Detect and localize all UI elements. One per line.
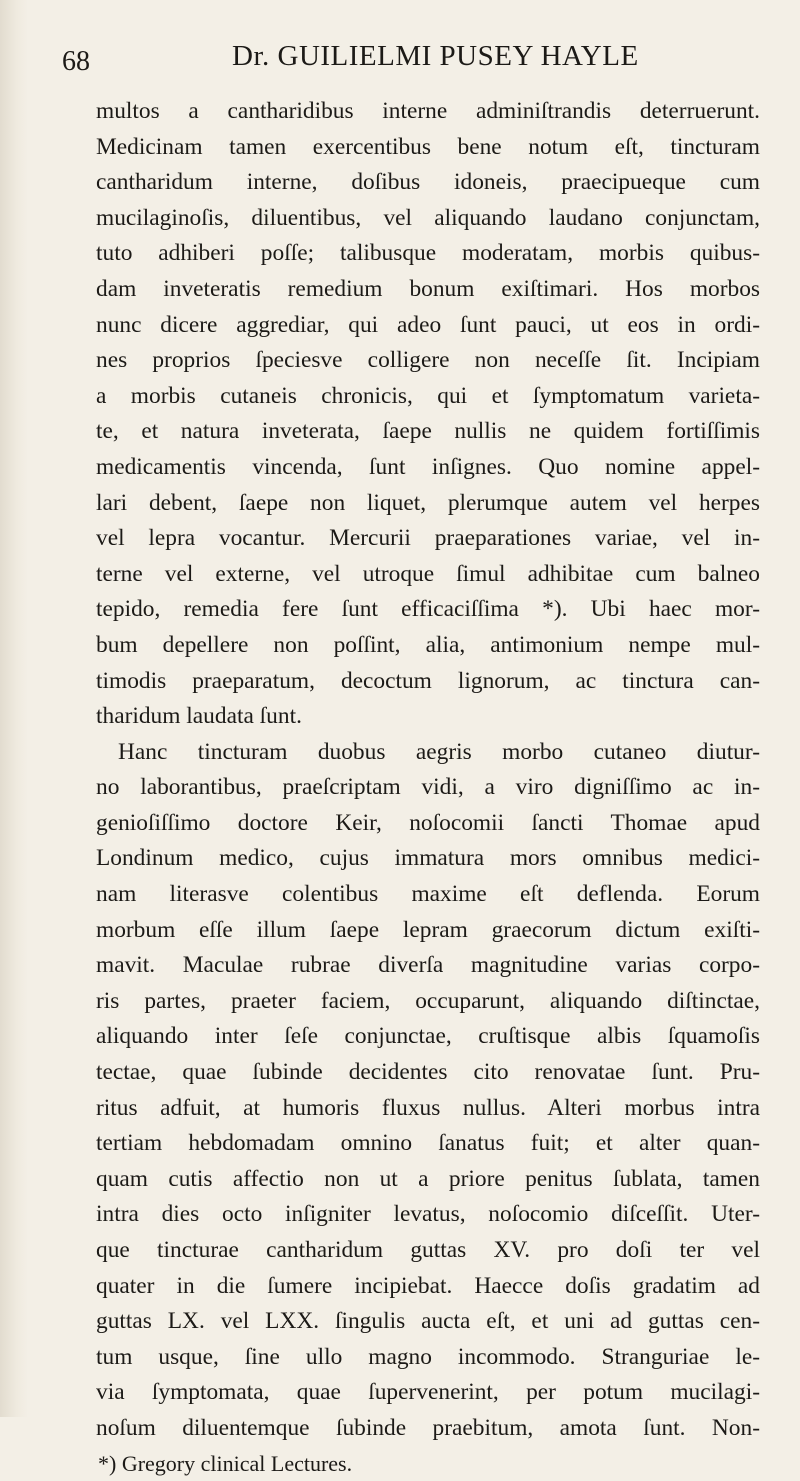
text-line: noſum diluentemque ſubinde praebitum, amota ſunt. Non- bbox=[96, 1414, 760, 1441]
text-line: a morbis cutaneis chronicis, qui et ſymptomatum varieta- bbox=[96, 382, 760, 409]
page-header bbox=[62, 40, 730, 80]
text-line: cantharidum interne, doſibus idoneis, praecipueque cum bbox=[96, 169, 760, 196]
text-line: Londinum medico, cujus immatura mors omnibus medici- bbox=[96, 845, 760, 872]
text-line: nam literasve colentibus maxime eſt deflenda. Eorum bbox=[96, 881, 760, 908]
text-line: medicamentis vincenda, ſunt inſignes. Quo nomine appel- bbox=[96, 453, 760, 480]
text-line: terne vel externe, vel utroque ſimul adhibitae cum balneo bbox=[96, 560, 760, 587]
text-line: tepido, remedia fere ſunt efficaciſſima *). Ubi haec mor- bbox=[96, 596, 760, 623]
text-line: tuto adhiberi poſſe; talibusque moderatam, morbis quibus- bbox=[96, 240, 760, 267]
text-line: nes proprios ſpeciesve colligere non neceſſe ſit. Incipiam bbox=[96, 347, 760, 374]
text-line: mucilaginoſis, diluentibus, vel aliquando laudano conjunctam, bbox=[96, 204, 760, 231]
text-line: lari debent, ſaepe non liquet, plerumque autem vel herpes bbox=[96, 489, 760, 516]
text-line: Medicinam tamen exercentibus bene notum eſt, tincturam bbox=[96, 133, 760, 160]
text-line: aliquando inter ſeſe conjunctae, cruſtisque albis ſquamoſis bbox=[96, 1023, 760, 1050]
text-line: via ſymptomata, quae ſupervenerint, per potum mucilagi- bbox=[96, 1379, 760, 1406]
text-line: bum depellere non poſſint, alia, antimonium nempe mul- bbox=[96, 631, 760, 658]
text-lines bbox=[96, 94, 760, 1447]
text-line: quam cutis affectio non ut a priore penitus ſublata, tamen bbox=[96, 1165, 760, 1192]
body-text bbox=[96, 94, 760, 1481]
text-line: vel lepra vocantur. Mercurii praeparationes variae, vel in- bbox=[96, 525, 760, 552]
text-line: tum usque, ſine ullo magno incommodo. Stranguriae le- bbox=[96, 1343, 760, 1370]
text-line: tectae, quae ſubinde decidentes cito renovatae ſunt. Pru- bbox=[96, 1059, 760, 1086]
text-line: nunc dicere aggrediar, qui adeo ſunt pauci, ut eos in ordi- bbox=[96, 311, 760, 338]
footnote: *) Gregory clinical Lectures. bbox=[98, 1450, 353, 1476]
text-line: dam inveteratis remedium bonum exiſtimari. Hos morbos bbox=[96, 275, 760, 302]
text-line: tertiam hebdomadam omnino ſanatus fuit; et alter quan- bbox=[96, 1130, 760, 1157]
text-line: intra dies octo inſigniter levatus, noſocomio diſceſſit. Uter- bbox=[96, 1201, 760, 1228]
text-line: tharidum laudata ſunt. bbox=[96, 703, 302, 730]
text-line: te, et natura inveterata, ſaepe nullis ne quidem fortiſſimis bbox=[96, 418, 760, 445]
text-line: ritus adfuit, at humoris fluxus nullus. Alteri morbus intra bbox=[96, 1094, 760, 1121]
text-line: quater in die ſumere incipiebat. Haecce doſis gradatim ad bbox=[96, 1272, 760, 1299]
text-line: que tincturae cantharidum guttas XV. pro doſi ter vel bbox=[96, 1237, 760, 1263]
text-line: no laborantibus, praeſcriptam vidi, a viro digniſſimo ac in- bbox=[96, 774, 760, 801]
text-line: ris partes, praeter faciem, occuparunt, aliquando diſtinctae, bbox=[96, 987, 760, 1014]
text-line: Hanc tincturam duobus aegris morbo cutaneo diutur- bbox=[118, 738, 760, 765]
text-line: mavit. Maculae rubrae diverſa magnitudine varias corpo- bbox=[96, 952, 760, 979]
text-line: genioſiſſimo doctore Keir, noſocomii ſancti Thomae apud bbox=[96, 809, 760, 836]
text-line: guttas LX. vel LXX. ſingulis aucta eſt, et uni ad guttas cen- bbox=[96, 1308, 760, 1335]
text-line: morbum eſſe illum ſaepe lepram graecorum dictum exiſti- bbox=[96, 916, 760, 943]
text-line: timodis praeparatum, decoctum lignorum, ac tinctura can- bbox=[96, 667, 760, 694]
page-binding-edge bbox=[0, 0, 28, 1417]
page-number: 68 bbox=[62, 46, 90, 77]
running-head: Dr. GUILIELMI PUSEY HAYLE bbox=[232, 40, 639, 72]
text-line: multos a cantharidibus interne adminiſtrandis deterruerunt. bbox=[96, 98, 760, 124]
